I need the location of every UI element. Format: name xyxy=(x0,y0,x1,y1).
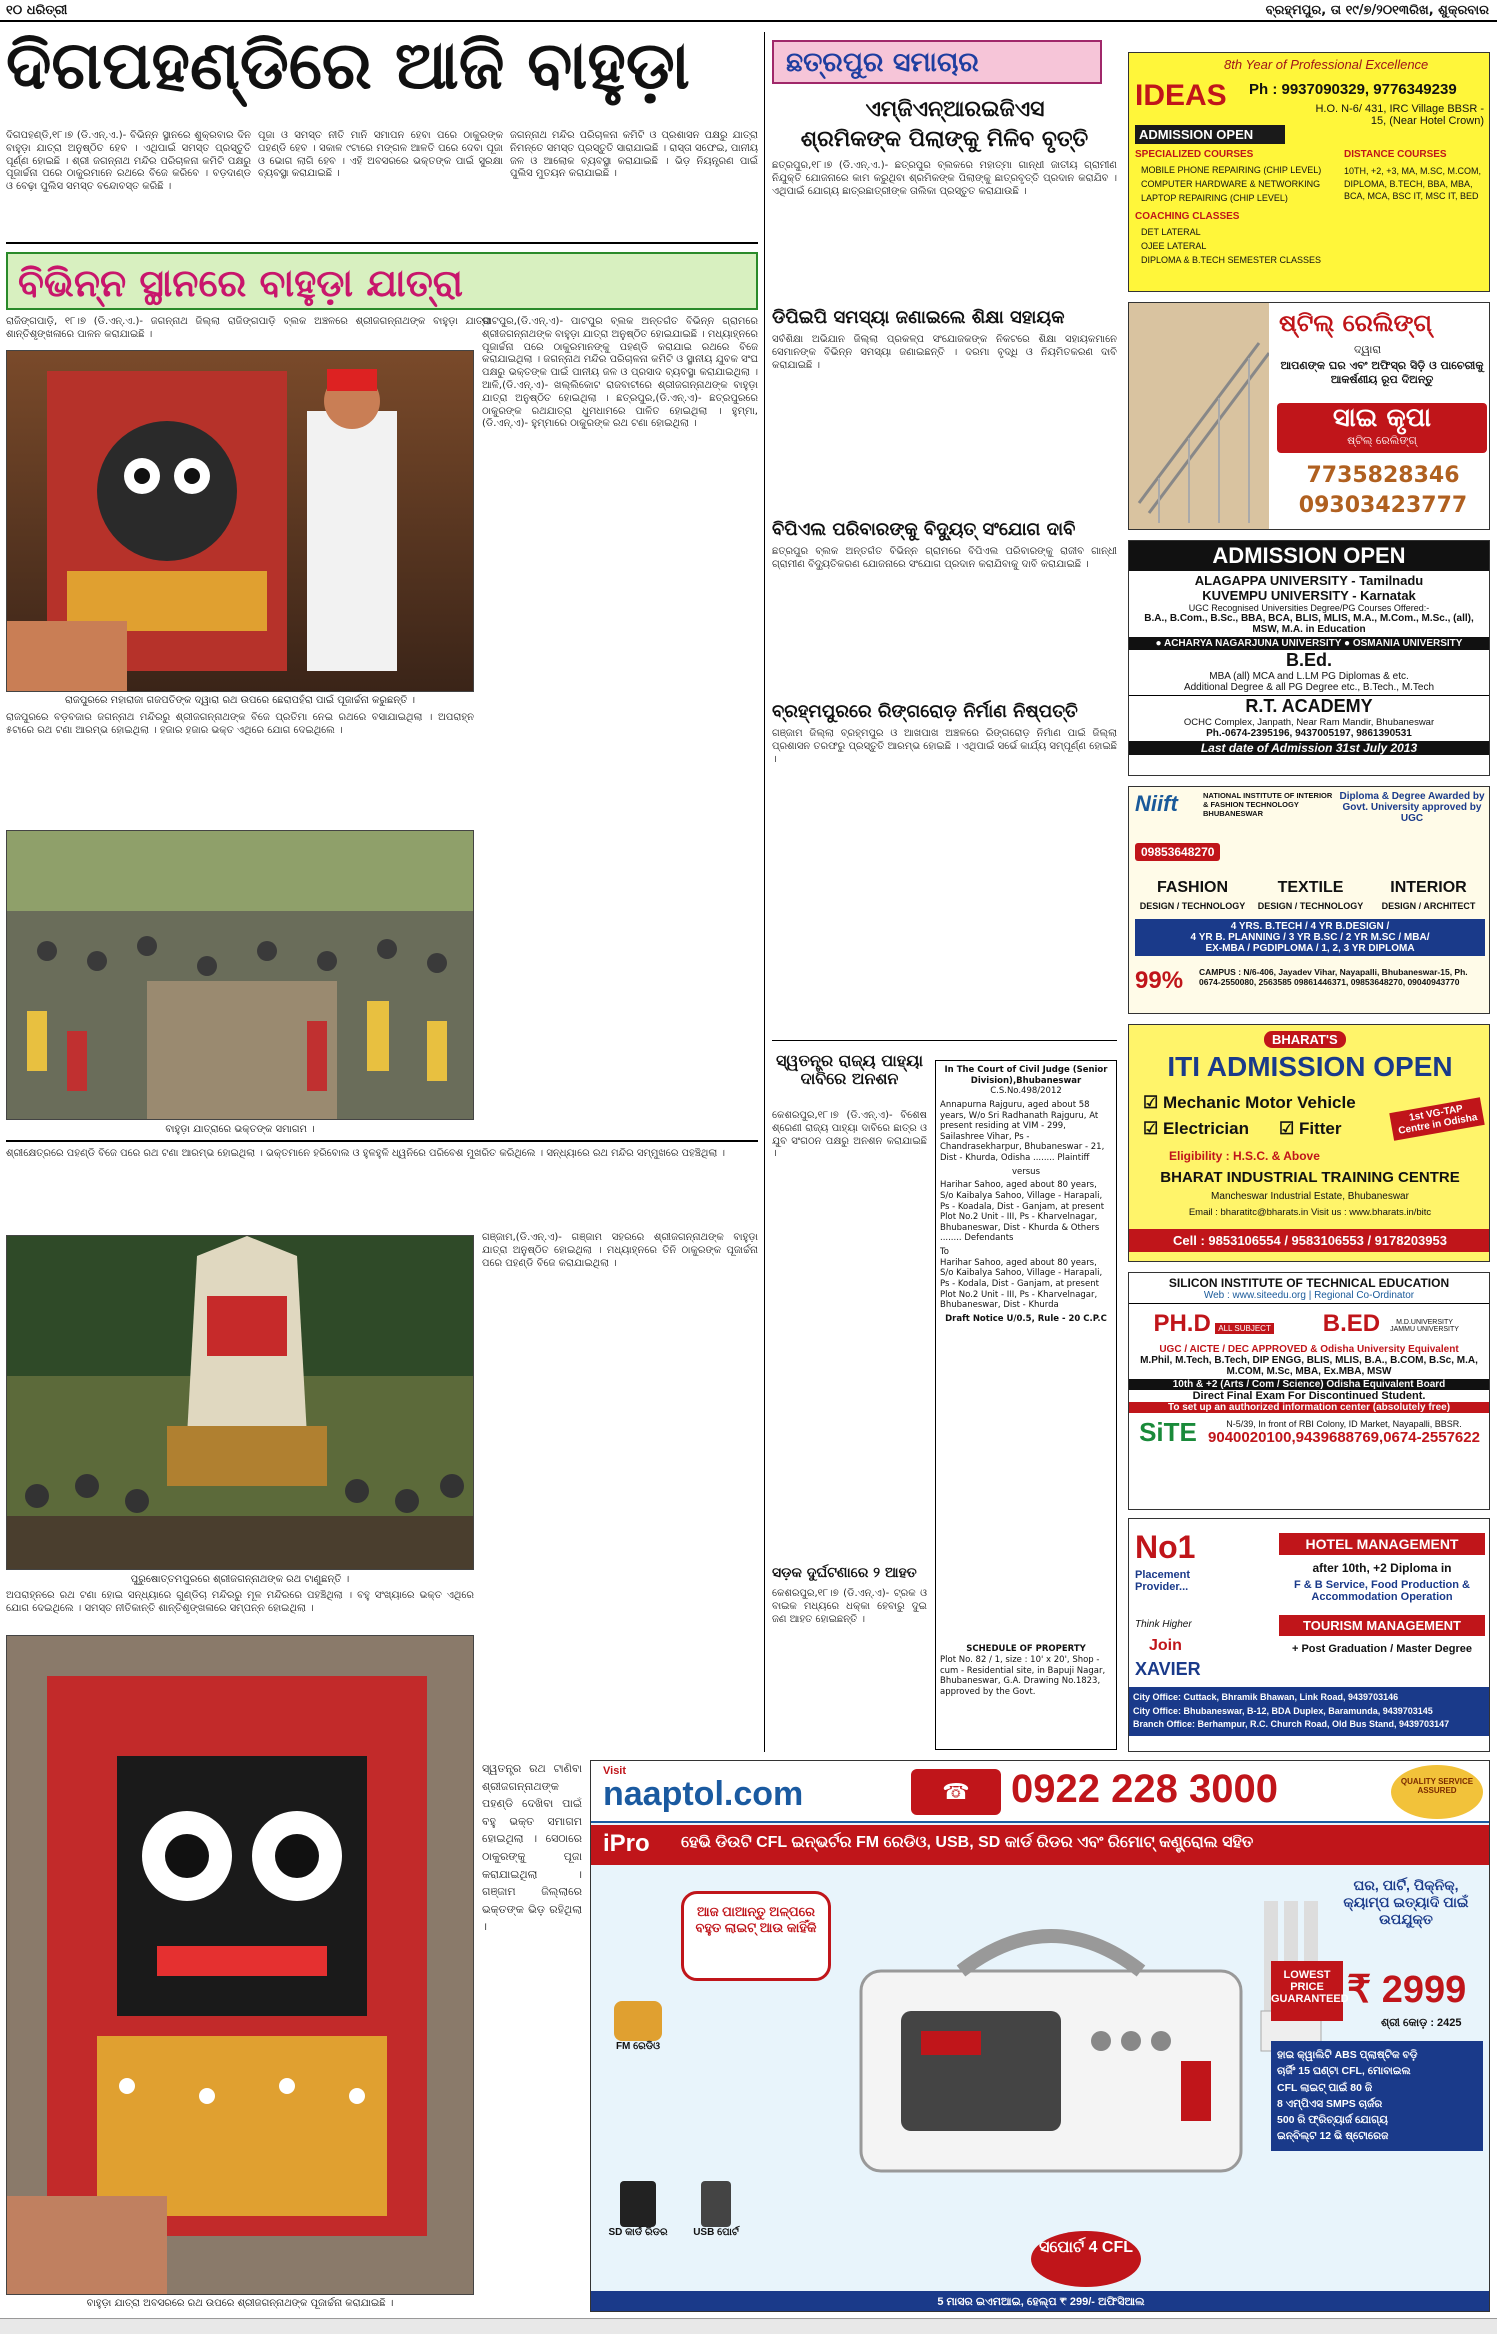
ad-rt-academy xyxy=(1128,540,1490,776)
silicon-center: To set up an authorized information center (absolutely free) xyxy=(1129,1402,1489,1413)
niift-logo: Niift xyxy=(1135,791,1178,816)
silicon-web: Web : www.siteedu.org | Regional Co-Ordinator xyxy=(1129,1290,1489,1304)
naaptol-offer: 5 ମାସର ଇଏମଆଇ, ହେଲ୍ପ ₹ 299/- ଅଫିସିଆଲ xyxy=(591,2291,1490,2312)
ad-railing xyxy=(1128,302,1490,530)
photo-rath-puja-image xyxy=(7,351,474,692)
chhatrapur-h1: ଏମ୍‌ଜିଏନ୍‌ଆରଇଜିଏସ xyxy=(865,97,1045,122)
caption-3: ପୁରୁଷୋତ୍ତମପୁରରେ ଶ୍ରୀଜଗନ୍ନାଥଙ୍କ ରଥ ଟାଣୁଛନ୍ତି । xyxy=(130,1574,350,1585)
ipro-logo: iPro xyxy=(603,1830,650,1857)
rt-bed: B.Ed. xyxy=(1285,650,1332,670)
ideas-distance: DISTANCE COURSES xyxy=(1344,149,1447,160)
ad-niift xyxy=(1128,786,1490,1014)
lowest-price: LOWEST PRICE GUARANTEED xyxy=(1271,1961,1343,2021)
chhatrapur-banner-text: ଛତ୍ରପୁର ସମାଚାର xyxy=(786,47,979,78)
naaptol-desc: ହେଭି ଡିଉଟି CFL ଇନ୍‌ଭର୍ଟର FM ରେଡିଓ, USB, SD କାର୍ଡ ରିଡର ଏବଂ ରିମୋଟ୍ କଣ୍ଟ୍ରୋଲ ସହିତ xyxy=(681,1834,1254,1851)
notice-plaintiff: Annapurna Rajguru, aged about 58 years, W/o Sri Radhanath Rajguru, At present residing at VIM - 299, Sailashree Vihar, Ps - Chandrasekharpur, Bhubaneswar - 21, Dist - Khurda, Odisha ........ Plaintiff xyxy=(940,1099,1105,1163)
railing-brand-sub: ଷ୍ଟିଲ୍ ରେଲିଙ୍ଗ୍ xyxy=(1347,434,1417,448)
niift-p3: EX-MBA / PGDIPLOMA / 1, 2, 3 YR DIPLOMA xyxy=(1205,943,1415,954)
notice-schedule: SCHEDULE OF PROPERTY xyxy=(966,1644,1086,1655)
feature-1: ହାଇ କ୍ୱାଲିଟି ABS ପ୍ଲାଷ୍ଟିକ ବଡ଼ି xyxy=(1277,2049,1418,2061)
feature-fm-label: FM ରେଡିଓ xyxy=(615,2041,661,2052)
rt-u1: ALAGAPPA UNIVERSITY - Tamilnadu xyxy=(1194,573,1424,588)
xavier-hm: HOTEL MANAGEMENT xyxy=(1279,1533,1485,1555)
photo-chariot-image xyxy=(7,1236,474,1570)
niift-interior: INTERIOR xyxy=(1390,879,1467,896)
caption-1: ରାଜପୁରରେ ମହାରାଜା ଗଜପତିଙ୍କ ଦ୍ୱାରା ରଥ ଉପରେ ଛେରାପହଁରା ପାଇଁ ପୂଜାର୍ଚ୍ଚନା କରୁଛନ୍ତି । xyxy=(64,695,416,706)
railing-phone-1: 7735828346 xyxy=(1306,463,1460,488)
photo-rath-puja xyxy=(6,350,474,692)
page-header xyxy=(0,0,1497,22)
bharat-o3: ☑ Fitter xyxy=(1279,1119,1342,1138)
bahuda-col-b: ପାଟପୁର,(ଡି.ଏନ୍.ଏ)- ପାଟପୁର ବ୍ଲକ ଅନ୍ତର୍ଗତ ବିଭିନ୍ନ ଗ୍ରାମରେ ଶ୍ରୀଜଗନ୍ନାଥଙ୍କ ବାହୁଡ଼ା ଯାତ୍ରା ଅନୁଷ୍ଠିତ ହୋଇଯାଇଛି । ମଧ୍ୟାହ୍ନରେ ପୂଜାର୍ଚ୍ଚନା ପରେ ଠାକୁରମାନଙ୍କୁ ପହଣ୍ଡି କରାଯାଇ ରଥରେ ବିଜେ କରାଯାଇଥିଲା । ଜଗନ୍ନାଥ ମନ୍ଦିର ପରିଚାଳନା କମିଟି ଓ ସ୍ଥାନୀୟ ଯୁବକ ସଂଘ ପକ୍ଷରୁ ଭକ୍ତଙ୍କ ପାଇଁ ପାନୀୟ ଜଳ ଓ ପ୍ରସାଦ ବ୍ୟବସ୍ଥା କରାଯାଇଥିଲା । ଆଳି,(ଡି.ଏନ୍.ଏ)- ଖଲ୍ଲିକୋଟ ରାଜବାଟୀରେ ଶ୍ରୀଜଗନ୍ନାଥଙ୍କ ବାହୁଡ଼ା ଯାତ୍ରା ଅନୁଷ୍ଠିତ ହୋଇଥିଲା । ଛତ୍ରପୁର,(ଡି.ଏନ୍.ଏ)- ଛତ୍ରପୁରରେ ଠାକୁରଙ୍କ ରଥଯାତ୍ରା ଧୁମଧାମରେ ପାଳିତ ହୋଇଥିଲା । ହୁମ୍ମା,(ଡି.ଏନ୍.ଏ)- ହୁମ୍ମାରେ ଠାକୁରଙ୍କ ରଥ ଟଣା ହୋଇଥିଲା । xyxy=(482,316,758,430)
page-number: ୧୦ ଧରିତ୍ରୀ xyxy=(6,3,68,18)
niift-p1: 4 YRS. B.TECH / 4 YR B.DESIGN / xyxy=(1230,921,1390,932)
ad-xavier xyxy=(1128,1518,1490,1752)
xavier-logo: XAVIER xyxy=(1135,1659,1201,1679)
bahuda-intro: ରାଜିଙ୍ଗପାଡ଼ି, ୧୮।୭ (ଡି.ଏନ୍.ଏ.)- ଜଗନ୍ନାଥ ଜିଲ୍ଲା ରାଜିଙ୍ଗପାଡ଼ି ବ୍ଲକ ଅଞ୍ଚଳରେ ଶ୍ରୀଜଗନ୍ନାଥଙ୍କ ବାହୁଡ଼ା ଯାତ୍ରା ଶାନ୍ତିଶୃଙ୍ଖଳାରେ ପାଳନ କରାଯାଇଛି । xyxy=(6,316,491,340)
rt-bar: ● ACHARYA NAGARJUNA UNIVERSITY ● OSMANIA UNIVERSITY xyxy=(1129,637,1489,650)
lead-col-2: ପୂଜା ଓ ସମସ୍ତ ନୀତି ମାନି ସମାପନ ହେବା ପରେ ଠାକୁରଙ୍କ ପହଣ୍ଡି ହେବ । ସକାଳ ୯ଟାରେ ମଙ୍ଗଳ ଆଳତି ପରେ ଦେବା ପୂଜା ଓ ଭୋଗ ଲାଗି ହେବ । ଏହି ଅବସରରେ ଭକ୍ତଙ୍କ ପାଇଁ ସୁରକ୍ଷା ବ୍ୟବସ୍ଥା କରାଯାଇଛି । xyxy=(258,130,503,180)
ideas-admission: ADMISSION OPEN xyxy=(1135,125,1285,144)
xavier-offices xyxy=(1129,1687,1490,1736)
chhatrapur-t5: କେଶରପୁର,୧୮।୭ (ଡି.ଏନ୍.ଏ)- ବିଶେଷ ଶ୍ରେଣୀ ରାଜ୍ୟ ପାହ୍ୟା ଦାବିରେ ଛାତ୍ର ଓ ଯୁବ ସଂଗଠନ ପକ୍ଷରୁ ଅନଶନ କରାଯାଇଛି । xyxy=(772,1110,927,1160)
notice-case: C.S.No.498/2012 xyxy=(990,1086,1062,1097)
silicon-bed-sub: M.D.UNIVERSITY JAMMU UNIVERSITY xyxy=(1390,1319,1459,1333)
chhatrapur-t6: କେଶରପୁର,୧୮।୭ (ଡି.ଏନ୍.ଏ)- ଟ୍ରକ ଓ ବାଇକ ମଧ୍ୟରେ ଧକ୍କା ହେବାରୁ ଦୁଇ ଜଣ ଆହତ ହୋଇଛନ୍ତି । xyxy=(772,1588,927,1625)
rt-title: ADMISSION OPEN xyxy=(1129,541,1489,571)
niift-fashion: FASHION xyxy=(1156,879,1229,896)
chhatrapur-h6: ସଡ଼କ ଦୁର୍ଘଟଣାରେ ୨ ଆହତ xyxy=(772,1565,917,1581)
railing-by: ଦ୍ୱାରା xyxy=(1354,343,1382,356)
inverter-image xyxy=(841,1911,1261,2231)
xavier-cut: City Office: Cuttack, Bhramik Bhawan, Link Road, 9439703146 xyxy=(1133,1692,1399,1702)
niift-textile-sub: DESIGN / TECHNOLOGY xyxy=(1257,901,1364,911)
ad-bharat-iti xyxy=(1128,1024,1490,1262)
photo-jagannath-image xyxy=(7,1636,474,2295)
chhatrapur-t3: ଛତ୍ରପୁର ବ୍ଲକ ଅନ୍ତର୍ଗତ ବିଭିନ୍ନ ଗ୍ରାମରେ ବିପିଏଲ ପରିବାରଙ୍କୁ ରାଜୀବ ଗାନ୍ଧୀ ଗ୍ରାମୀଣ ବିଦ୍ୟୁତିକରଣ ଯୋଜନାରେ ସଂଯୋଗ ପ୍ରଦାନ କରାଯିବାକୁ ଦାବି କରାଯାଇଛି । xyxy=(772,546,1117,570)
rt-academy: R.T. ACADEMY xyxy=(1129,695,1489,717)
quality-badge: QUALITY SERVICE ASSURED xyxy=(1391,1765,1483,1819)
railing-line: ଆପଣଙ୍କ ଘର ଏବଂ ଅଫିସ୍‌ର ସିଡ଼ି ଓ ପାଚେରୀକୁ ଆକର୍ଷଣୀୟ ରୂପ ଦିଅନ୍ତୁ xyxy=(1280,359,1484,386)
ideas-c4: DET LATERAL xyxy=(1141,227,1201,237)
rt-phone: Ph.-0674-2395196, 9437005197, 9861390531 xyxy=(1206,728,1412,739)
feature-3: CFL ଲାଇଟ୍ ପାଇଁ 80 ଜି xyxy=(1277,2081,1373,2094)
xavier-pg: + Post Graduation / Master Degree xyxy=(1291,1643,1473,1655)
notice-court: In The Court of Civil Judge (Senior Division),Bhubaneswar xyxy=(944,1065,1108,1086)
caption-2: ବାହୁଡ଼ା ଯାତ୍ରାରେ ଭକ୍ତଙ୍କ ସମାଗମ । xyxy=(165,1124,315,1135)
ad-silicon xyxy=(1128,1272,1490,1510)
col-rule-1 xyxy=(764,32,765,1752)
naaptol-right: ଘର, ପାର୍ଟି, ପିକ୍‌ନିକ୍, କ୍ୟାମ୍ପ ଇତ୍ୟାଦି ପାଇଁ ଉପଯୁକ୍ତ xyxy=(1343,1877,1469,1927)
feature-fm xyxy=(603,2001,673,2052)
ad-ideas xyxy=(1128,52,1490,292)
bahuda-banner-text: ବିଭିନ୍ନ ସ୍ଥାନରେ ବାହୁଡ଼ା ଯାତ୍ରା xyxy=(18,260,463,305)
silicon-tenth: 10th & +2 (Arts / Com / Science) Odisha Equivalent Board xyxy=(1129,1379,1489,1390)
chhatrapur-t2: ସର୍ବଶିକ୍ଷା ଅଭିଯାନ ଜିଲ୍ଲା ପ୍ରକଳ୍ପ ସଂଯୋଜକଙ୍କ ନିକଟରେ ଶିକ୍ଷା ସହାୟକମାନେ ସେମାନଙ୍କ ବିଭିନ୍ନ ସମସ୍ୟା ଜଣାଇଛନ୍ତି । ଦରମା ବୃଦ୍ଧି ଓ ନିୟମିତକରଣ ଦାବି କରାଯାଇଛି । xyxy=(772,334,1117,371)
xavier-bam: Branch Office: Berhampur, R.C. Church Road, Old Bus Stand, 9439703147 xyxy=(1133,1719,1450,1729)
chhatrapur-h3: ବିପିଏଲ ପରିବାରଙ୍କୁ ବିଦ୍ୟୁତ୍ ସଂଯୋଗ ଦାବି xyxy=(772,519,1076,540)
rt-mba: MBA (all) MCA and L.LM PG Diplomas & etc. xyxy=(1209,671,1409,682)
naaptol-brand: naaptol.com xyxy=(603,1775,804,1813)
bharat-o1-text: Mechanic Motor Vehicle xyxy=(1162,1093,1356,1112)
notice-def1: Harihar Sahoo, aged about 80 years, S/o Kaibalya Sahoo, Village - Harapali, Ps - Koadala, Dist - Ganjam, at present Plot No.2 Unit - III, Ps - Kharvelnagar, Bhubaneswar, Dist - Khurda & Others ........ Defendants xyxy=(940,1180,1105,1244)
dateline: ବ୍ରହ୍ମପୁର, ତା ୧୯/୭/୨୦୧୩ରିଖ, ଶୁକ୍ରବାର xyxy=(1265,3,1489,18)
feature-5: 500 ରି ଫ୍ରିଚ୍ୟାର୍ଜ ଯୋଗ୍ୟ xyxy=(1277,2114,1388,2127)
photo-crowd-image xyxy=(7,831,474,1120)
niift-programs xyxy=(1135,919,1485,956)
bahuda-col-e: ଅପରାହ୍ନରେ ରଥ ଟଣା ହୋଇ ସନ୍ଧ୍ୟାରେ ଗୁଣ୍ଡିଚା ମନ୍ଦିରରୁ ମୂଳ ମନ୍ଦିରରେ ପହଞ୍ଚିଥିଲା । ବହୁ ସଂଖ୍ୟାରେ ଭକ୍ତ ଏଥିରେ ଯୋଗ ଦେଇଥିଲେ । ସମସ୍ତ ନୀତିକାନ୍ତି ଶାନ୍ତିଶୃଙ୍ଖଳାରେ ସମ୍ପନ୍ନ ହୋଇଥିଲା । xyxy=(6,1590,474,1614)
notice-def2: Harihar Sahoo, aged about 80 years, S/o Kaibalya Sahoo, Village - Harapali, Ps - Kodala, Dist - Ganjam, at present Plot No.2 Unit - III, Ps - Kharvelnagar, Bhubaneswar, Dist - Khurda xyxy=(940,1257,1103,1311)
rt-courses: B.A., B.Com., B.Sc., BBA, BCA, BLIS, MLIS, M.A., M.Com., M.Sc., (all), MSW, M.A. in Education xyxy=(1144,613,1474,635)
photo-chariot-pull xyxy=(6,1235,474,1570)
railing-brand xyxy=(1277,403,1487,453)
xavier-after: after 10th, +2 Diploma in xyxy=(1312,1561,1452,1575)
bharat-o1: ☑ Mechanic Motor Vehicle xyxy=(1143,1093,1356,1112)
bharat-title: ITI ADMISSION OPEN xyxy=(1167,1051,1453,1082)
lead-col-1: ଦିଗପହଣ୍ଡି,୧୮।୭ (ଡି.ଏନ୍.ଏ.)- ବିଭିନ୍ନ ସ୍ଥାନରେ ଶୁକ୍ରବାର ଦିନ ବାହୁଡ଼ା ଯାତ୍ରା ଅନୁଷ୍ଠିତ ହେବ । ଏଥିପାଇଁ ସମସ୍ତ ପ୍ରସ୍ତୁତି ପୂର୍ଣ୍ଣ ହୋଇଛି । ଶ୍ରୀ ଜଗନ୍ନାଥ ମନ୍ଦିର ପରିଚାଳନା କମିଟି ପକ୍ଷରୁ ପୂଜାର୍ଚ୍ଚନା ପରେ ଠାକୁରମାନେ ରଥରେ ବିଜେ କରିବେ । ବଡ଼ଦାଣ୍ଡ ଓ ବେଢ଼ା ପୁଲିସ ସମସ୍ତ ବନ୍ଦୋବସ୍ତ କରିଛି । xyxy=(6,130,251,193)
notice-schedule-text: Plot No. 82 / 1, size : 10' x 20', Shop - cum - Residential site, in Bapuji Nagar, Bhubaneswar, G.A. Drawing No.1823, approved by the Govt. xyxy=(940,1655,1106,1697)
usb-icon xyxy=(701,2181,731,2227)
ideas-c5: OJEE LATERAL xyxy=(1141,241,1207,251)
ideas-c3: LAPTOP REPAIRING (CHIP LEVEL) xyxy=(1141,193,1288,203)
niift-campus: CAMPUS : N/6-406, Jayadev Vihar, Nayapalli, Bhubaneswar-15, Ph. 0674-2550080, 2563585 09861446371, 09853648270, 09040943770 xyxy=(1199,967,1468,987)
bahuda-col-d: ଗଞ୍ଜାମ,(ଡି.ଏନ୍.ଏ)- ଗଞ୍ଜାମ ସହରରେ ଶ୍ରୀଜଗନ୍ନାଥଙ୍କ ବାହୁଡ଼ା ଯାତ୍ରା ଅନୁଷ୍ଠିତ ହୋଇଥିଲା । ମଧ୍ୟାହ୍ନରେ ତିନି ଠାକୁରଙ୍କ ପୂଜାର୍ଚ୍ଚନା ପରେ ପହଣ୍ଡି ବିଜେ କରାଯାଇଥିଲା । xyxy=(482,1232,758,1269)
railing-title: ଷ୍ଟିଲ୍ ରେଲିଙ୍ଗ୍ xyxy=(1279,309,1432,337)
chhatrapur-h2: ଡିପିଇପି ସମସ୍ୟା ଜଣାଇଲେ ଶିକ୍ଷା ସହାୟକ xyxy=(772,307,1065,328)
rt-ugc: UGC Recognised Universities Degree/PG Courses Offered:- xyxy=(1188,603,1430,613)
silicon-title: SILICON INSTITUTE OF TECHNICAL EDUCATION xyxy=(1168,1276,1450,1290)
ideas-d1: 10TH, +2, +3, MA, M.SC, M.COM, DIPLOMA, B.TECH, BBA, MBA, BCA, MCA, BSC IT, MSC IT, BED xyxy=(1344,166,1482,202)
niift-p2: 4 YR B. PLANNING / 3 YR B.SC / 2 YR M.SC / MBA/ xyxy=(1190,932,1430,943)
niift-award: Diploma & Degree Awarded by Govt. University approved by UGC xyxy=(1339,791,1485,824)
lead-rule xyxy=(6,242,758,244)
chhatrapur-h1b: ଶ୍ରମିକଙ୍କ ପିଲାଙ୍କୁ ମିଳିବ ବୃତ୍ତି xyxy=(800,127,1089,152)
feature-sd xyxy=(603,2181,673,2238)
naaptol-top xyxy=(591,1761,1490,1823)
chhatrapur-t4: ଗଞ୍ଜାମ ଜିଲ୍ଲା ବ୍ରହ୍ମପୁର ଓ ଆଖପାଖ ଅଞ୍ଚଳରେ ରିଙ୍ଗରୋଡ଼ ନିର୍ମାଣ ପାଇଁ ଜିଲ୍ଲା ପ୍ରଶାସନ ତରଫରୁ ପ୍ରସ୍ତୁତି ଆରମ୍ଭ ହୋଇଛି । ଏଥିପାଇଁ ସର୍ଭେ କାର୍ଯ୍ୟ ସମ୍ପୂର୍ଣ୍ଣ ହୋଇଛି । xyxy=(772,728,1117,765)
ideas-phone: Ph : 9937090329, 9776349239 xyxy=(1249,81,1457,98)
feature-2: ଚାର୍ଜିଂ 15 ଘଣ୍ଟା CFL, ମୋବାଇଲ xyxy=(1277,2065,1411,2078)
rt-last: Last date of Admission 31st July 2013 xyxy=(1129,741,1489,755)
caption-4: ବାହୁଡ଼ା ଯାତ୍ରା ଅବସରରେ ରଥ ଉପରେ ଶ୍ରୀଜଗନ୍ନାଥଙ୍କ ପୂଜାର୍ଚ୍ଚନା କରାଯାଇଛି । xyxy=(86,2298,394,2309)
photo-jagannath xyxy=(6,1635,474,2295)
ideas-c2: COMPUTER HARDWARE & NETWORKING xyxy=(1141,179,1321,189)
naaptol-strip xyxy=(591,1825,1490,1865)
cfl-support: ସପୋର୍ଟ 4 CFL xyxy=(1031,2231,1141,2287)
feature-usb xyxy=(681,2181,751,2238)
photo-crowd xyxy=(6,830,474,1120)
niift-pct: 99% xyxy=(1135,967,1184,994)
niift-phone: 09853648270 xyxy=(1135,843,1220,861)
feature-usb-label: USB ପୋର୍ଟ xyxy=(693,2227,739,2238)
silicon-phone: 9040020100,9439688769,0674-2557622 xyxy=(1208,1429,1480,1446)
niift-fashion-sub: DESIGN / TECHNOLOGY xyxy=(1139,901,1246,911)
railing-brand-name: ସାଇ କୃପା xyxy=(1332,403,1432,433)
bharat-cell: Cell : 9853106554 / 9583106553 / 9178203953 xyxy=(1129,1229,1490,1252)
feature-sd-label: SD କାର୍ଡ ରିଡର xyxy=(608,2227,668,2238)
silicon-direct: Direct Final Exam For Discontinued Student. xyxy=(1192,1390,1426,1402)
silicon-logo: SiTE xyxy=(1139,1417,1197,1447)
naaptol-phone-icon: ☎ xyxy=(911,1769,1001,1815)
xavier-bbsr: City Office: Bhubaneswar, B-12, BDA Duplex, Baramunda, 9439703145 xyxy=(1133,1705,1433,1716)
bharat-email: Email : bharatitc@bharats.in Visit us : www.bharats.in/bitc xyxy=(1188,1207,1432,1218)
silicon-bed: B.ED xyxy=(1322,1310,1381,1337)
notice-draft: Draft Notice U/0.5, Rule - 20 C.P.C xyxy=(945,1313,1107,1324)
lead-headline: ଦିଗପହଣ୍ଡିରେ ଆଜି ବାହୁଡ଼ା xyxy=(6,26,690,104)
ideas-specialized: SPECIALIZED COURSES xyxy=(1135,149,1254,160)
rt-addr: OCHC Complex, Janpath, Near Ram Mandir, Bhubaneswar xyxy=(1183,717,1435,728)
bahuda-col-c: ଶ୍ରୀକ୍ଷେତ୍ରରେ ପହଣ୍ଡି ବିଜେ ପରେ ରଥ ଟଣା ଆରମ୍ଭ ହୋଇଥିଲା । ଭକ୍ତମାନେ ହରିବୋଲ ଓ ହୁଳହୁଳି ଧ୍ୱନିରେ ପରିବେଶ ମୁଖରିତ କରିଥିଲେ । ସନ୍ଧ୍ୟାରେ ରଥ ମନ୍ଦିର ସମ୍ମୁଖରେ ପହଞ୍ଚିଥିଲା । xyxy=(6,1148,725,1159)
silicon-phd: PH.D xyxy=(1153,1310,1211,1337)
chhatrapur-h5: ସ୍ୱତନ୍ତ୍ର ରାଜ୍ୟ ପାହ୍ୟା ଦାବିରେ ଅନଶନ xyxy=(776,1051,923,1088)
bharat-centre: BHARAT INDUSTRIAL TRAINING CENTRE xyxy=(1160,1169,1460,1186)
xavier-fb: F & B Service, Food Production & Accommodation Operation xyxy=(1293,1579,1471,1603)
feature-6: ଇନ୍‌ବିଲ୍ଟ 12 ଭି ଷ୍ଟୋରେଜ xyxy=(1277,2130,1389,2143)
chhatrapur-h4: ବ୍ରହ୍ମପୁରରେ ରିଙ୍ଗରୋଡ଼ ନିର୍ମାଣ ନିଷ୍ପତ୍ତି xyxy=(772,701,1078,722)
ideas-c6: DIPLOMA & B.TECH SEMESTER CLASSES xyxy=(1141,255,1322,265)
naaptol-bubble: ଆଜ ପାଆନ୍ତୁ ଅଳ୍ପରେ ବହୁତ ଲାଇଟ୍ ଆଉ କାହିଁକି xyxy=(681,1891,831,1981)
railing-phone-2: 09303423777 xyxy=(1298,493,1468,518)
side-text: ସ୍ୱତନ୍ତ୍ର ରଥ ଟାଣିବା ଶ୍ରୀଜଗନ୍ନାଥଙ୍କ ପହଣ୍ଡି ଦେଖିବା ପାଇଁ ବହୁ ଭକ୍ତ ସମାଗମ ହୋଇଥିଲା । ସେଠାରେ ଠାକୁରଙ୍କୁ ପୂଜା କରାଯାଇଥିଲା । ଗଞ୍ଜାମ ଜିଲ୍ଲାରେ ଭକ୍ତଙ୍କ ଭିଡ଼ ରହିଥିଲା । xyxy=(482,1762,582,1934)
silicon-ugc: UGC / AICTE / DEC APPROVED & Odisha University Equivalent xyxy=(1159,1344,1459,1355)
feature-list xyxy=(1271,2041,1483,2151)
xavier-think: Think Higher xyxy=(1135,1619,1192,1630)
niift-interior-sub: DESIGN / ARCHITECT xyxy=(1381,901,1476,911)
radio-icon xyxy=(614,2001,662,2041)
xavier-tm: TOURISM MANAGEMENT xyxy=(1279,1615,1485,1636)
bharat-o2: ☑ Electrician xyxy=(1143,1119,1249,1138)
xavier-no1: No1 xyxy=(1135,1529,1196,1565)
xavier-placement: Placement Provider... xyxy=(1135,1569,1191,1593)
ideas-address: H.O. N-6/ 431, IRC Village BBSR - 15, (Near Hotel Crown) xyxy=(1315,103,1484,127)
lead-col-3: ଜଗନ୍ନାଥ ମନ୍ଦିର ପରିଚାଳନା କମିଟି ଓ ପ୍ରଶାସନ ପକ୍ଷରୁ ଯାତ୍ରା ନିମନ୍ତେ ସମସ୍ତ ପ୍ରସ୍ତୁତି ସାରାଯାଇଛି । ରାସ୍ତା ସଫେଇ, ପାନୀୟ ଜଳ ଓ ଆଲୋକ ବ୍ୟବସ୍ଥା କରାଯାଇଛି । ଭିଡ଼ ନିୟନ୍ତ୍ରଣ ପାଇଁ ପୁଲିସ ମୁତୟନ କରାଯାଇଛି । xyxy=(510,130,758,180)
page-bottom-bar xyxy=(0,2318,1497,2334)
bharat-addr: Mancheswar Industrial Estate, Bhubaneswar xyxy=(1211,1191,1409,1202)
xavier-join: Join xyxy=(1149,1637,1182,1654)
silicon-phd-sub: ALL SUBJECT xyxy=(1215,1323,1274,1334)
chhatrapur-t1: ଛତ୍ରପୁର,୧୮।୭ (ଡି.ଏନ୍.ଏ.)- ଛତ୍ରପୁର ବ୍ଲକରେ ମହାତ୍ମା ଗାନ୍ଧୀ ଜାତୀୟ ଗ୍ରାମୀଣ ନିଯୁକ୍ତି ଯୋଜନାରେ କାମ କରୁଥିବା ଶ୍ରମିକଙ୍କ ପିଲାଙ୍କୁ ଛାତ୍ରବୃତ୍ତି ପ୍ରଦାନ କରାଯିବ । ଏଥିପାଇଁ ଯୋଗ୍ୟ ଛାତ୍ରଛାତ୍ରୀଙ୍କ ତାଲିକା ପ୍ରସ୍ତୁତ କରାଯାଉଛି । xyxy=(772,160,1117,197)
sd-card-icon xyxy=(620,2181,656,2227)
niift-full: NATIONAL INSTITUTE OF INTERIOR & FASHION TECHNOLOGY BHUBANESWAR xyxy=(1203,791,1333,818)
railing-image xyxy=(1129,303,1269,530)
ideas-coaching: COACHING CLASSES xyxy=(1135,211,1240,222)
bharat-vg: 1st VG-TAP Centre in Odisha xyxy=(1389,1097,1484,1141)
silicon-courses: M.Phil, M.Tech, B.Tech, DIP ENGG, BLIS, MLIS, B.A., B.COM, B.Sc, M.A, M.COM, M.Sc, MBA, Ex.MBA, MSW xyxy=(1140,1355,1478,1377)
bharat-o2-text: Electrician xyxy=(1162,1119,1249,1138)
notice-to: To xyxy=(940,1247,949,1257)
naaptol-phone: 0922 228 3000 xyxy=(1011,1767,1278,1811)
price: ₹ 2999 xyxy=(1347,1969,1467,2011)
model-code: ଶ୍ରୀ କୋଡ଼ : 2425 xyxy=(1381,2017,1462,2029)
rt-u2: KUVEMPU UNIVERSITY - Karnatak xyxy=(1202,588,1416,603)
silicon-addr: N-5/39, In front of RBI Colony, ID Market, Nayapalli, BBSR. xyxy=(1226,1419,1462,1429)
bahuda-banner xyxy=(6,252,758,310)
bharat-o3-text: Fitter xyxy=(1298,1119,1342,1138)
bharat-brand: BHARAT'S xyxy=(1264,1031,1346,1048)
niift-textile: TEXTILE xyxy=(1277,879,1344,896)
bahuda-col-a: ରାଜପୁରରେ ବଡ଼ବଜାର ଜଗନ୍ନାଥ ମନ୍ଦିରରୁ ଶ୍ରୀଜଗନ୍ନାଥଙ୍କ ବିଜେ ପ୍ରତିମା ନେଇ ରଥରେ ବସାଯାଇଥିଲା । ଅପରାହ୍ନ ୫ଟାରେ ରଥ ଟଣା ଆରମ୍ଭ ହୋଇଥିଲା । ହଜାର ହଜାର ଭକ୍ତ ଏଥିରେ ଯୋଗ ଦେଇଥିଲେ । xyxy=(6,712,474,736)
chhatrapur-banner xyxy=(772,40,1102,84)
ideas-tag: 8th Year of Professional Excellence xyxy=(1224,57,1429,72)
section-rule xyxy=(6,1140,758,1142)
notice-versus: versus xyxy=(1012,1166,1040,1177)
chhatrapur-rule xyxy=(772,1040,1117,1041)
naaptol-visit: Visit xyxy=(603,1765,627,1777)
bharat-elig: Eligibility : H.S.C. & Above xyxy=(1169,1149,1320,1163)
ad-naaptol xyxy=(590,1760,1490,2312)
feature-4: 8 ଏମ୍‌ପିଏସ SMPS ଚାର୍ଜର xyxy=(1277,2097,1383,2110)
ideas-c1: MOBILE PHONE REPAIRING (CHIP LEVEL) xyxy=(1141,165,1322,175)
rt-extra: Additional Degree & all PG Degree etc., B.Tech., M.Tech xyxy=(1183,682,1435,693)
ideas-logo: IDEAS xyxy=(1135,79,1227,112)
court-notice xyxy=(935,1060,1117,1750)
